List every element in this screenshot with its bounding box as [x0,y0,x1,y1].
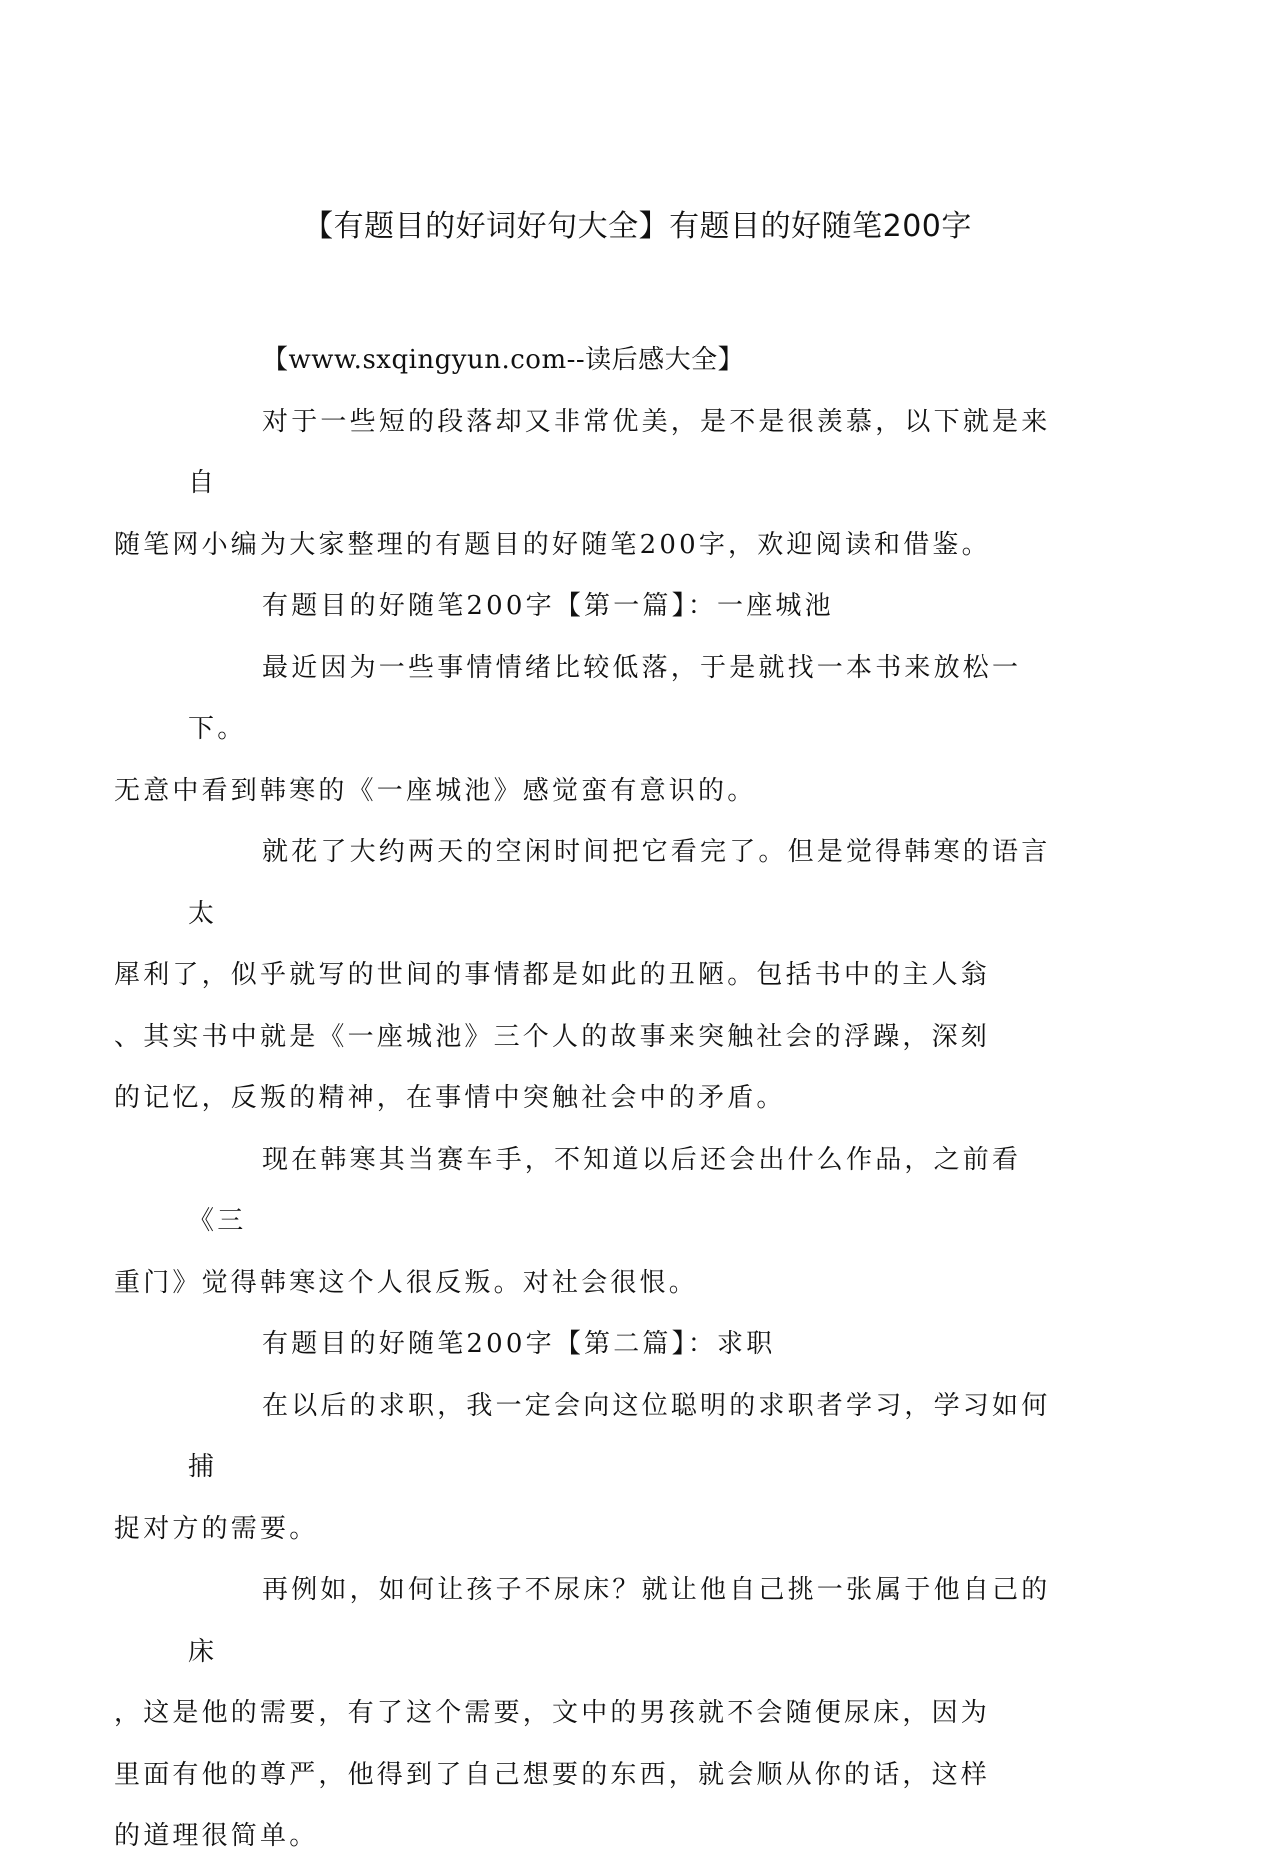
document-body [114,330,1068,1868]
section-heading-first [188,576,1068,638]
text-line: ，这是他的需要，有了这个需要，文中的男孩就不会随便尿床，因为 [114,1698,991,1728]
text-line: 里面有他的尊严，他得到了自己想要的东西，就会顺从你的话，这样 [114,1759,991,1790]
text-line: 在以后的求职，我一定会向这位聪明的求职者学习，学习如何捕 [188,1390,1051,1482]
text-line: 、其实书中就是《一座城池》三个人的故事来突触社会的浮躁，深刻 [114,1021,991,1052]
paragraph [114,638,1068,823]
text-line: 现在韩寒其当赛车手，不知道以后还会出什么作品，之前看《三 [188,1144,1022,1236]
text-line: 对于一些短的段落却又非常优美，是不是很羡慕，以下就是来自 [188,406,1051,498]
text-line: 的道理很简单。 [114,1821,319,1851]
paragraph [114,1376,1068,1561]
section-heading-second [188,1314,1068,1376]
text-line: 随笔网小编为大家整理的有题目的好随笔200字，欢迎阅读和借鉴。 [114,529,991,560]
document-title: 【有题目的好词好句大全】有题目的好随笔200字 [303,209,972,244]
paragraph [114,822,1068,1130]
source-line: 【www.sxqingyun.com--读后感大全】 [262,345,745,375]
text-line: 有题目的好随笔200字【第二篇】：求职 [262,1329,776,1359]
text-line: 有题目的好随笔200字【第一篇】：一座城池 [262,591,834,621]
paragraph [114,1560,1068,1868]
text-line: 就花了大约两天的空闲时间把它看完了。但是觉得韩寒的语言太 [188,837,1051,929]
text-line: 的记忆，反叛的精神，在事情中突触社会中的矛盾。 [114,1083,786,1113]
text-line: 无意中看到韩寒的《一座城池》感觉蛮有意识的。 [114,775,757,806]
paragraph-intro [114,392,1068,577]
paragraph [114,1130,1068,1315]
text-line: 犀利了，似乎就写的世间的事情都是如此的丑陋。包括书中的主人翁 [114,960,991,990]
text-line: 最近因为一些事情情绪比较低落，于是就找一本书来放松一下。 [188,652,1022,744]
text-line: 捉对方的需要。 [114,1513,319,1544]
text-line: 再例如，如何让孩子不尿床？就让他自己挑一张属于他自己的床 [188,1575,1051,1667]
text-line: 重门》觉得韩寒这个人很反叛。对社会很恨。 [114,1267,699,1298]
